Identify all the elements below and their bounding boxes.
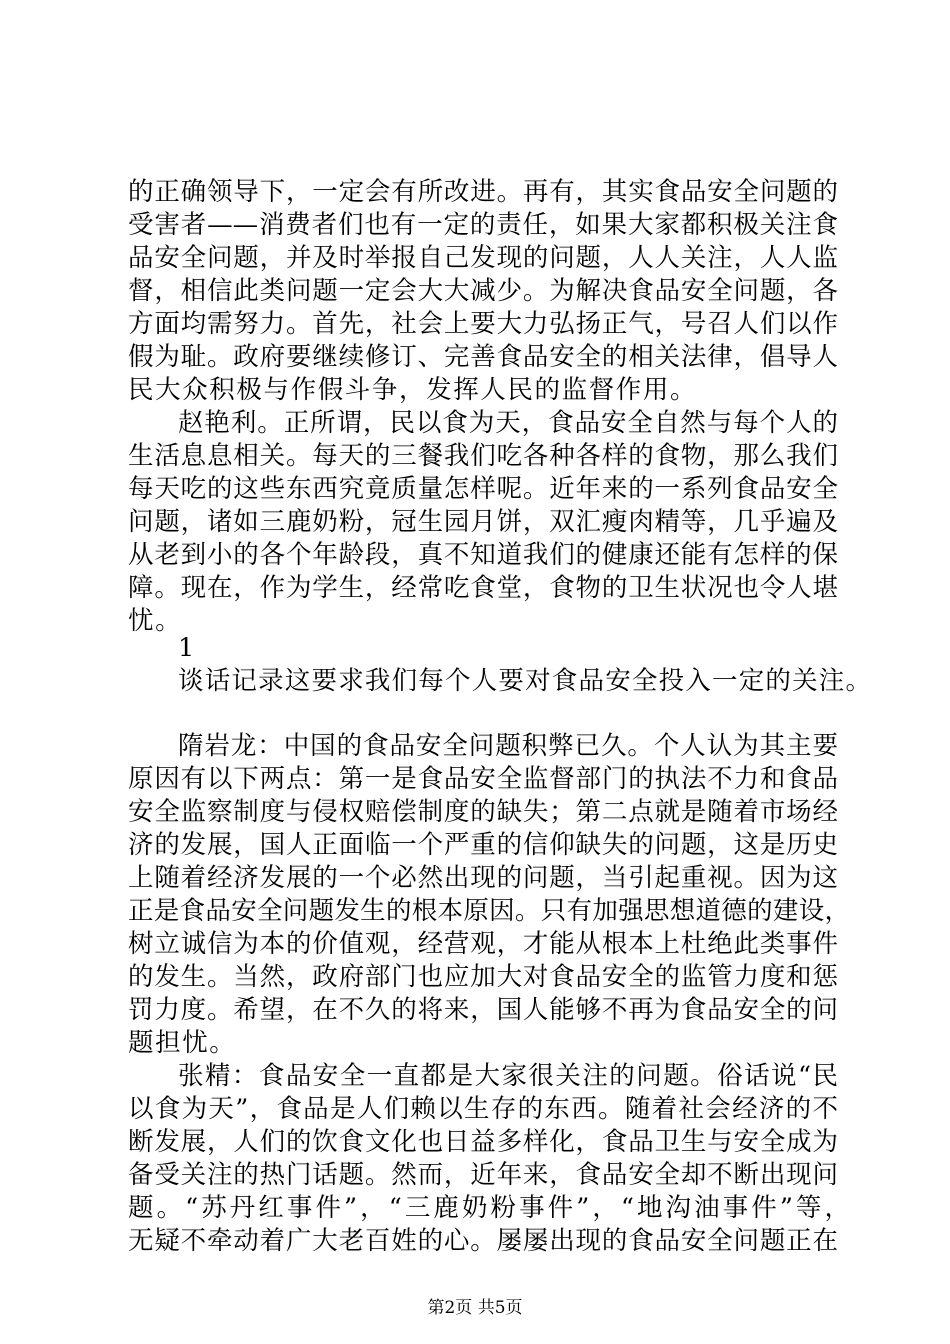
text-line: 上随着经济发展的一个必然出现的问题，当引起重视。因为这	[128, 863, 838, 893]
text-line: 的正确领导下，一定会有所改进。再有，其实食品安全问题的	[128, 177, 838, 207]
text-line: 督，相信此类问题一定会大大减少。为解决食品安全问题，各	[128, 276, 838, 306]
paragraph-start-line: 隋岩龙：中国的食品安全问题积弊已久。个人认为其主要	[178, 731, 838, 761]
text-line: 每天吃的这些东西究竟质量怎样呢。近年来的一系列食品安全	[128, 474, 838, 504]
text-line: 原因有以下两点：第一是食品安全监督部门的执法不力和食品	[128, 764, 838, 794]
text-line: 方面均需努力。首先，社会上要大力弘扬正气，号召人们以作	[128, 309, 838, 339]
text-line: 以食为天”，食品是人们赖以生存的东西。随着社会经济的不	[128, 1094, 838, 1124]
paragraph-start-line: 赵艳利。正所谓，民以食为天，食品安全自然与每个人的	[178, 408, 838, 438]
text-line: 树立诚信为本的价值观，经营观，才能从根本上杜绝此类事件	[128, 929, 838, 959]
text-line: 民大众积极与作假斗争，发挥人民的监督作用。	[128, 375, 698, 405]
text-line: 障。现在，作为学生，经常吃食堂，食物的卫生状况也令人堪	[128, 573, 838, 603]
text-line: 济的发展，国人正面临一个严重的信仰缺失的问题，这是历史	[128, 830, 838, 860]
text-line: 忧。	[128, 606, 183, 636]
page-footer: 第2页 共5页	[427, 1298, 523, 1318]
text-line: 题担忧。	[128, 1028, 237, 1058]
text-line: 正是食品安全问题发生的根本原因。只有加强思想道德的建设，	[128, 896, 850, 926]
text-line: 题。“苏丹红事件”，“三鹿奶粉事件”，“地沟油事件”等，	[128, 1193, 850, 1223]
text-line: 无疑不牵动着广大老百姓的心。屡屡出现的食品安全问题正在	[128, 1226, 838, 1256]
text-line: 备受关注的热门话题。然而，近年来，食品安全却不断出现问	[128, 1160, 838, 1190]
inline-page-number: 1	[178, 633, 196, 663]
paragraph-start-line: 谈话记录这要求我们每个人要对食品安全投入一定的关注。	[178, 666, 873, 696]
text-line: 生活息息相关。每天的三餐我们吃各种各样的食物，那么我们	[128, 441, 838, 471]
text-line: 从老到小的各个年龄段，真不知道我们的健康还能有怎样的保	[128, 540, 838, 570]
text-line: 品安全问题，并及时举报自己发现的问题，人人关注，人人监	[128, 243, 838, 273]
text-line: 的发生。当然，政府部门也应加大对食品安全的监管力度和惩	[128, 962, 838, 992]
text-line: 罚力度。希望，在不久的将来，国人能够不再为食品安全的问	[128, 995, 838, 1025]
text-line: 受害者——消费者们也有一定的责任，如果大家都积极关注食	[128, 210, 838, 240]
text-line: 假为耻。政府要继续修订、完善食品安全的相关法律，倡导人	[128, 342, 838, 372]
text-line: 断发展，人们的饮食文化也日益多样化，食品卫生与安全成为	[128, 1127, 838, 1157]
text-line: 安全监察制度与侵权赔偿制度的缺失；第二点就是随着市场经	[128, 797, 838, 827]
paragraph-start-line: 张精：食品安全一直都是大家很关注的问题。俗话说“民	[178, 1061, 838, 1091]
text-line: 问题，诸如三鹿奶粉，冠生园月饼，双汇瘦肉精等，几乎遍及	[128, 507, 838, 537]
